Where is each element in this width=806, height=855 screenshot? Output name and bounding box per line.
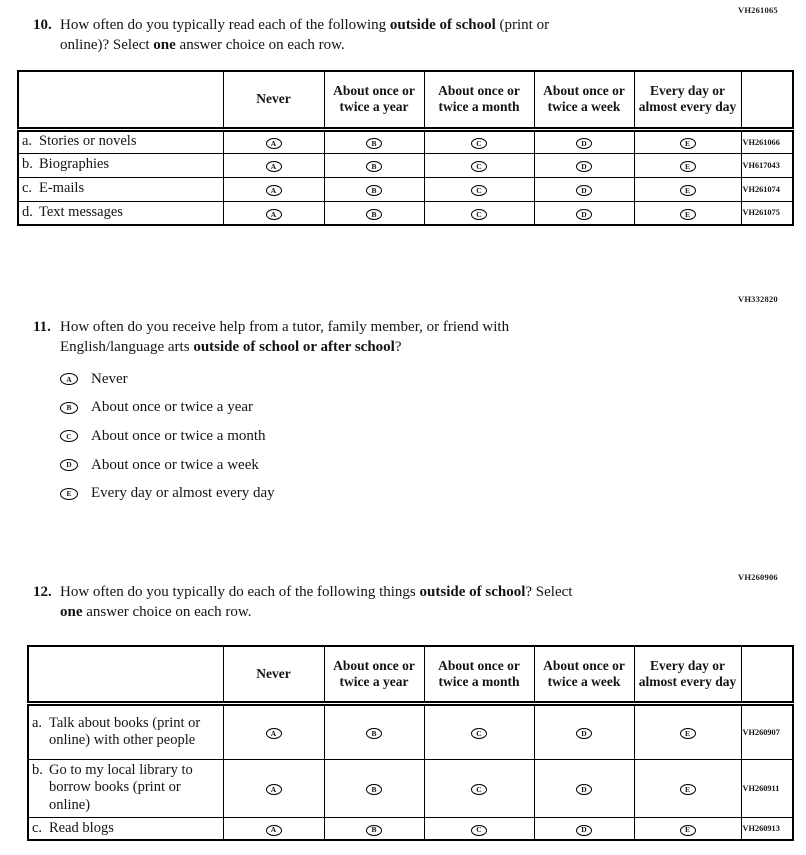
table-row — [18, 201, 793, 225]
col-header-year: About once or twice a year — [324, 646, 424, 703]
row-item-code: VH260911 — [741, 759, 793, 817]
circled-letter-c-icon: C — [471, 209, 487, 220]
answer-bubble-d[interactable] — [534, 177, 634, 201]
circled-letter-b-icon: B — [366, 825, 382, 836]
col-header-week: About once or twice a week — [534, 646, 634, 703]
row-text: Biographies — [39, 156, 110, 173]
table-row — [18, 129, 793, 153]
answer-bubble-c[interactable] — [424, 817, 534, 840]
row-label — [28, 759, 223, 817]
circled-letter-d-icon: D — [576, 784, 592, 795]
col-header-daily: Every day or almost every day — [634, 71, 741, 129]
answer-bubble-a[interactable] — [223, 201, 324, 225]
question-11-number: 11. — [33, 319, 51, 335]
answer-bubble-c[interactable] — [424, 201, 534, 225]
option-label: About once or twice a year — [91, 399, 254, 416]
q10-stub-header — [18, 71, 223, 129]
row-text: Stories or novels — [39, 133, 137, 150]
answer-bubble-e[interactable] — [634, 703, 741, 759]
col-header-code — [741, 646, 793, 703]
circled-letter-c-icon: C — [471, 825, 487, 836]
circled-letter-b-icon: B — [366, 784, 382, 795]
col-header-daily: Every day or almost every day — [634, 646, 741, 703]
question-12 — [33, 583, 572, 622]
row-text: Talk about books (print or online) with other people — [49, 714, 201, 748]
answer-bubble-b[interactable] — [324, 153, 424, 177]
circled-letter-a-icon: A — [266, 161, 282, 172]
row-label — [18, 153, 223, 177]
q12-answer-table — [27, 645, 794, 841]
circled-letter-a-icon: A — [266, 825, 282, 836]
q12-stub-header — [28, 646, 223, 703]
col-header-code — [741, 71, 793, 129]
answer-bubble-a[interactable] — [223, 177, 324, 201]
circled-letter-a-icon: A — [266, 728, 282, 739]
row-label — [18, 129, 223, 153]
answer-bubble-d[interactable] — [534, 129, 634, 153]
circled-letter-a-icon: A — [266, 209, 282, 220]
circled-letter-b-icon: B — [366, 728, 382, 739]
row-text: Go to my local library to borrow books (print or online) — [49, 761, 193, 813]
option-label: About once or twice a week — [91, 456, 259, 473]
answer-bubble-a[interactable] — [223, 817, 324, 840]
question-10 — [33, 16, 549, 55]
circled-letter-c-icon: C — [471, 161, 487, 172]
answer-bubble-a[interactable] — [223, 703, 324, 759]
table-row — [18, 153, 793, 177]
question-12-number: 12. — [33, 584, 52, 600]
row-letter: b. — [32, 761, 43, 778]
circled-letter-e-icon: E — [680, 161, 696, 172]
item-code-q11: VH332820 — [738, 294, 778, 304]
answer-bubble-e[interactable] — [634, 153, 741, 177]
answer-bubble-d[interactable] — [534, 759, 634, 817]
question-10-text: How often do you typically read each of the following outside of school (print or online)? Select one answer choice on each row. — [60, 17, 550, 53]
circled-letter-d-icon: D — [60, 459, 78, 471]
circled-letter-a-icon: A — [266, 185, 282, 196]
table-row — [18, 177, 793, 201]
table-row — [28, 817, 793, 840]
answer-bubble-b[interactable] — [324, 201, 424, 225]
q11-option-b[interactable] — [60, 394, 275, 423]
circled-letter-d-icon: D — [576, 161, 592, 172]
answer-bubble-e[interactable] — [634, 177, 741, 201]
answer-bubble-e[interactable] — [634, 129, 741, 153]
answer-bubble-c[interactable] — [424, 153, 534, 177]
circled-letter-b-icon: B — [60, 402, 78, 414]
circled-letter-c-icon: C — [471, 138, 487, 149]
q11-option-c[interactable] — [60, 422, 275, 451]
circled-letter-e-icon: E — [680, 209, 696, 220]
q11-option-d[interactable] — [60, 451, 275, 480]
row-text: Text messages — [39, 204, 123, 220]
circled-letter-e-icon: E — [60, 488, 78, 500]
col-header-never: Never — [223, 646, 324, 703]
col-header-never: Never — [223, 71, 324, 129]
answer-bubble-e[interactable] — [634, 201, 741, 225]
q12-header-row — [28, 646, 793, 703]
col-header-week: About once or twice a week — [534, 71, 634, 129]
option-label: Every day or almost every day — [91, 485, 275, 502]
answer-bubble-e[interactable] — [634, 817, 741, 840]
row-item-code: VH261074 — [741, 177, 793, 201]
circled-letter-b-icon: B — [366, 138, 382, 149]
row-item-code: VH260907 — [741, 703, 793, 759]
circled-letter-b-icon: B — [366, 185, 382, 196]
answer-bubble-d[interactable] — [534, 201, 634, 225]
circled-letter-d-icon: D — [576, 728, 592, 739]
question-11 — [33, 318, 509, 357]
row-letter: c. — [22, 180, 33, 197]
row-letter: c. — [32, 819, 43, 836]
circled-letter-e-icon: E — [680, 784, 696, 795]
answer-bubble-d[interactable] — [534, 703, 634, 759]
circled-letter-d-icon: D — [576, 185, 592, 196]
circled-letter-d-icon: D — [576, 138, 592, 149]
option-label: About once or twice a month — [91, 427, 266, 444]
row-letter: a. — [32, 714, 43, 731]
answer-bubble-e[interactable] — [634, 759, 741, 817]
answer-bubble-a[interactable] — [223, 129, 324, 153]
circled-letter-c-icon: C — [471, 728, 487, 739]
item-code-q10: VH261065 — [738, 5, 778, 15]
row-letter: a. — [22, 133, 33, 150]
option-label: Never — [91, 370, 128, 387]
circled-letter-c-icon: C — [471, 185, 487, 196]
answer-bubble-a[interactable] — [223, 759, 324, 817]
circled-letter-e-icon: E — [680, 825, 696, 836]
q11-option-a[interactable] — [60, 365, 275, 394]
row-item-code: VH261075 — [741, 201, 793, 225]
circled-letter-e-icon: E — [680, 185, 696, 196]
row-text: Read blogs — [49, 819, 114, 836]
col-header-month: About once or twice a month — [424, 71, 534, 129]
circled-letter-a-icon: A — [266, 138, 282, 149]
q11-option-e[interactable] — [60, 479, 275, 508]
q10-answer-table — [17, 70, 794, 226]
row-item-code: VH261066 — [741, 129, 793, 153]
row-label — [18, 201, 223, 225]
circled-letter-b-icon: B — [366, 209, 382, 220]
answer-bubble-b[interactable] — [324, 129, 424, 153]
item-code-q12: VH260906 — [738, 572, 778, 582]
row-letter: d. — [22, 204, 33, 220]
circled-letter-e-icon: E — [680, 728, 696, 739]
answer-bubble-c[interactable] — [424, 177, 534, 201]
row-label — [28, 817, 223, 840]
row-label — [28, 703, 223, 759]
col-header-month: About once or twice a month — [424, 646, 534, 703]
answer-bubble-c[interactable] — [424, 129, 534, 153]
question-10-number: 10. — [33, 17, 52, 33]
answer-bubble-c[interactable] — [424, 759, 534, 817]
answer-bubble-b[interactable] — [324, 817, 424, 840]
q11-option-list — [60, 365, 275, 508]
answer-bubble-a[interactable] — [223, 153, 324, 177]
answer-bubble-c[interactable] — [424, 703, 534, 759]
col-header-year: About once or twice a year — [324, 71, 424, 129]
circled-letter-d-icon: D — [576, 209, 592, 220]
table-row — [28, 759, 793, 817]
question-11-text: How often do you receive help from a tutor, family member, or friend with English/language arts outside of school or after school? — [60, 319, 510, 355]
answer-bubble-b[interactable] — [324, 177, 424, 201]
q10-header-row — [18, 71, 793, 129]
circled-letter-d-icon: D — [576, 825, 592, 836]
answer-bubble-b[interactable] — [324, 759, 424, 817]
answer-bubble-d[interactable] — [534, 817, 634, 840]
table-row — [28, 703, 793, 759]
row-item-code: VH617043 — [741, 153, 793, 177]
circled-letter-c-icon: C — [60, 430, 78, 442]
circled-letter-e-icon: E — [680, 138, 696, 149]
circled-letter-c-icon: C — [471, 784, 487, 795]
question-12-text: How often do you typically do each of the following things outside of school? Select one answer choice on each row. — [60, 584, 573, 620]
row-item-code: VH260913 — [741, 817, 793, 840]
circled-letter-b-icon: B — [366, 161, 382, 172]
row-label — [18, 177, 223, 201]
circled-letter-a-icon: A — [60, 373, 78, 385]
circled-letter-a-icon: A — [266, 784, 282, 795]
answer-bubble-b[interactable] — [324, 703, 424, 759]
row-text: E-mails — [39, 180, 85, 197]
answer-bubble-d[interactable] — [534, 153, 634, 177]
row-letter: b. — [22, 156, 33, 173]
